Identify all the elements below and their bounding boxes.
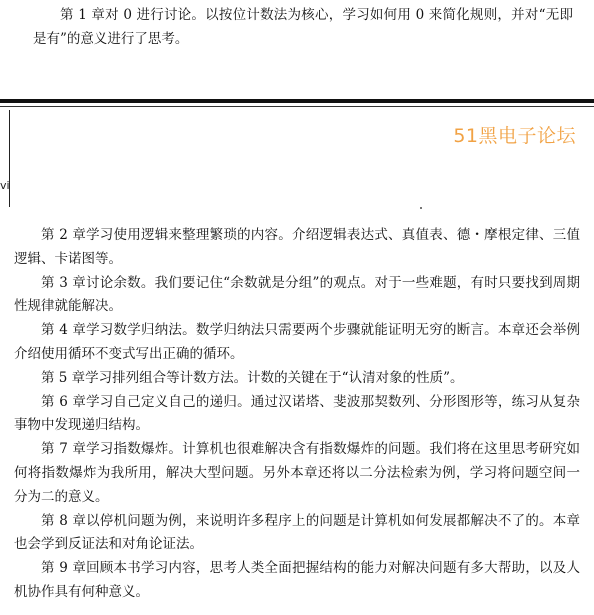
chapter-8-paragraph: 第 8 章以停机问题为例，来说明许多程序上的问题是计算机如何发展都解决不了的。本章也会学到反证法和对角论证法。 [14,512,580,553]
chapter-2-paragraph: 第 2 章学习使用逻辑来整理繁琐的内容。介绍逻辑表达式、真值表、德・摩根定律、三值逻辑、卡诺图等。 [14,227,580,267]
forum-watermark: 51黑电子论坛 [453,125,576,147]
scan-speck [420,207,422,209]
chapter-5-paragraph: 第 5 章学习排列组合等计数方法。计数的关键在于“认清对象的性质”。 [41,369,464,386]
page-number-mark: vi [0,179,10,192]
chapter-4-paragraph: 第 4 章学习数学归纳法。数学归纳法只需要两个步骤就能证明无穷的断言。本章还会举例介绍使用循环不变式写出正确的循环。 [14,322,580,362]
chapter-6-paragraph: 第 6 章学习自己定义自己的递归。通过汉诺塔、斐波那契数列、分形图形等，练习从复杂事物中发现递归结构。 [14,393,580,434]
chapter-7-paragraph: 第 7 章学习指数爆炸。计算机也很难解决含有指数爆炸的问题。我们将在这里思考研究如何将指数爆炸为我所用，解决大型问题。另外本章还将以二分法检索为例，学习将问题空间一分为二的意义。 [14,441,580,505]
chapter-3-paragraph: 第 3 章讨论余数。我们要记住“余数就是分组”的观点。对于一些难题，有时只要找到周期性规律就能解决。 [14,274,580,315]
page-break-thick-rule [0,99,594,103]
chapter-1-paragraph: 第 1 章对 0 进行讨论。以按位计数法为核心，学习如何用 0 来简化规则，并对“无即是有”的意义进行了思考。 [33,7,573,47]
page-break-thin-rule [0,106,594,107]
chapter-summary-block [14,224,580,605]
margin-vertical-line [9,110,10,207]
chapter-9-paragraph: 第 9 章回顾本书学习内容，思考人类全面把握结构的能力对解决问题有多大帮助，以及人机协作具有何种意义。 [14,560,580,600]
